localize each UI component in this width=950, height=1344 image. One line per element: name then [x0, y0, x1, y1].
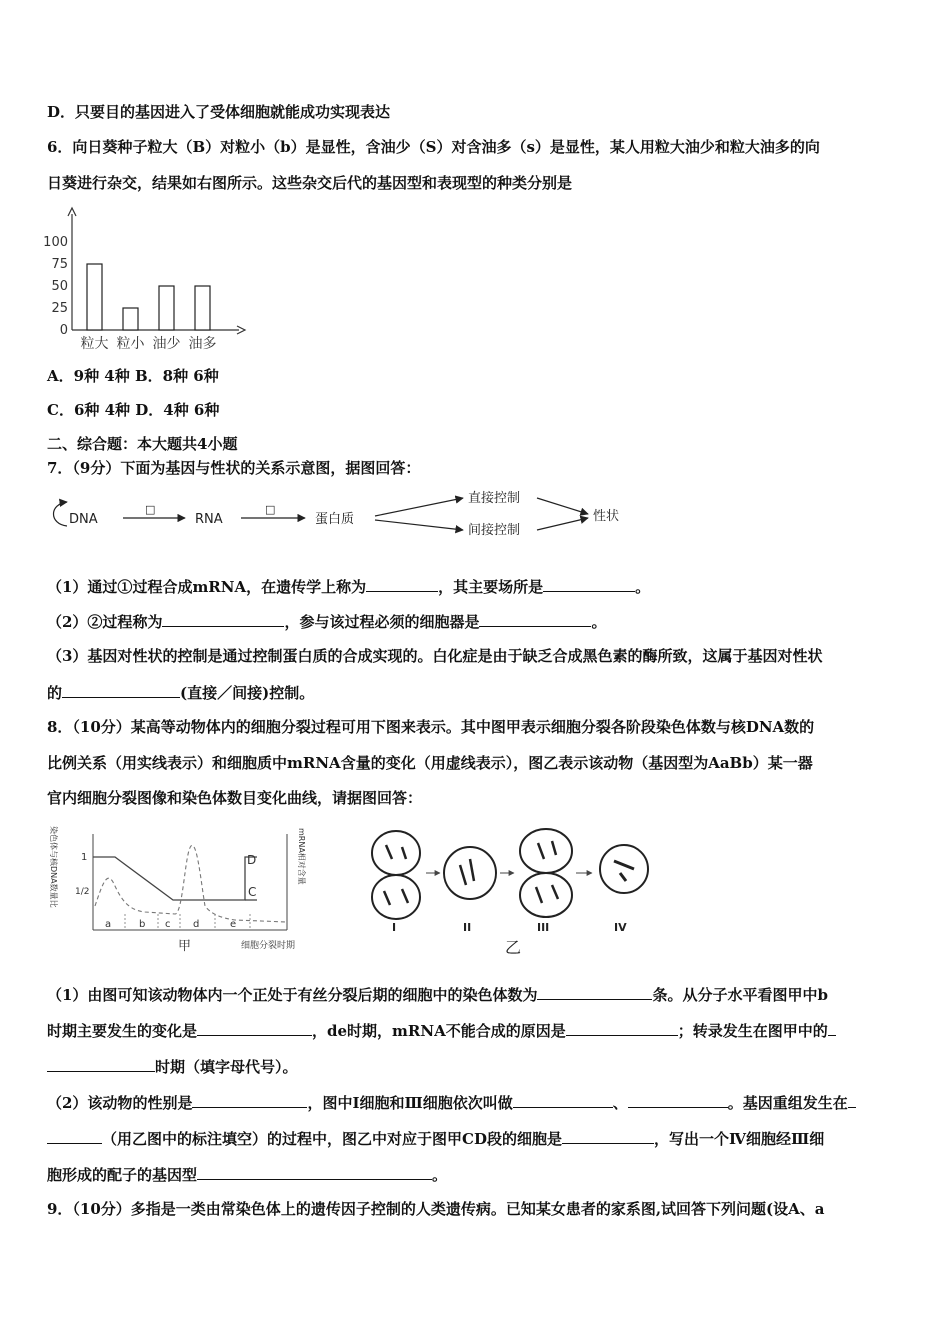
x-tick-label-4: 油多	[188, 336, 217, 352]
q8-answer-blank-9[interactable]	[562, 1128, 654, 1144]
replication-loop-arrow	[54, 502, 68, 526]
jia-label-c: C	[248, 885, 257, 899]
jia-y-half: 1/2	[75, 887, 90, 897]
x-tick-label-1: 粒大	[80, 336, 109, 352]
jia-ylabel: 染色体与核DNA数量比	[49, 826, 58, 908]
jia-phase-a: a	[105, 919, 112, 930]
q7-sub3-line1: （3）基因对性状的控制是通过控制蛋白质的合成实现的。白化症是由于缺乏合成黑色素的酶所致，这属于基因对性状	[47, 647, 823, 665]
cell-I-label: I	[392, 921, 397, 934]
cell-IV-label: IV	[614, 921, 627, 934]
q8-answer-blank-10[interactable]	[197, 1164, 432, 1180]
q6-bar-chart	[40, 200, 260, 358]
direct-control-label: 直接控制	[468, 491, 521, 506]
q8-answer-blank-8[interactable]	[47, 1128, 102, 1144]
cell-I	[372, 831, 420, 919]
y-tick-label-100: 100	[43, 235, 68, 250]
q6-stem-line2: 日葵进行杂交，结果如右图所示。这些杂交后代的基因型和表现型的种类分别是	[47, 174, 573, 192]
bar-3	[159, 286, 174, 330]
q8-sub2-line2: （用乙图中的标注填空）的过程中，图乙中对应于图甲CD段的细胞是 ，写出一个Ⅳ细胞经Ⅲ细	[47, 1128, 824, 1149]
jia-xlabel: 细胞分裂时期	[241, 941, 296, 951]
jia-phase-e: e	[230, 919, 237, 930]
jia-dashed-mrna	[95, 845, 287, 922]
q7-answer-blank-1[interactable]	[366, 576, 438, 592]
x-tick-label-3: 油少	[152, 336, 181, 352]
q8-stem-line3: 官内细胞分裂图像和染色体数目变化曲线，请据图回答：	[47, 789, 423, 807]
q7-sub3-line2: 的 (直接／间接)控制。	[47, 684, 315, 702]
jia-rlabel: mRNA相对含量	[297, 828, 306, 885]
cell-II	[444, 847, 496, 899]
process-2-mark: □	[265, 503, 276, 516]
q6-options-cd: C．6种 4种 D．4种 6种	[47, 401, 220, 419]
q5-option-d: D．只要目的基因进入了受体细胞就能成功实现表达	[47, 103, 391, 121]
jia-y-1: 1	[81, 852, 88, 863]
indirect-control-label: 间接控制	[468, 523, 521, 538]
q7-answer-blank-2[interactable]	[543, 576, 635, 592]
q8-answer-blank-2[interactable]	[197, 1020, 312, 1036]
q8-sub1-line2: 时期主要发生的变化是 ，de时期，mRNA不能合成的原因是 ；转录发生在图甲中的	[47, 1020, 836, 1041]
jia-phase-d: d	[193, 919, 200, 930]
cell-III	[520, 829, 572, 917]
q8-sub2-line3: 胞形成的配子的基因型 。	[47, 1166, 448, 1184]
q7-answer-blank-5[interactable]	[62, 682, 180, 698]
q8-sub1-line3: 时期（填字母代号）。	[47, 1056, 298, 1077]
q7-answer-blank-4[interactable]	[479, 611, 591, 627]
y-tick-label-75: 75	[51, 257, 68, 272]
process-1-mark: □	[145, 503, 156, 516]
q8-answer-blank-7[interactable]	[628, 1092, 728, 1108]
q6-options-ab: A．9种 4种 B．8种 6种	[47, 367, 219, 385]
section2-heading: 二、综合题：本大题共4小题	[47, 435, 238, 453]
q7-sub2: （2）②过程称为 ，参与该过程必须的细胞器是 。	[47, 613, 607, 631]
y-tick-label-0: 0	[59, 323, 68, 338]
q8-answer-blank-3[interactable]	[566, 1020, 678, 1036]
cell-III-label: III	[537, 921, 550, 934]
protein-label: 蛋白质	[315, 512, 355, 527]
bar-1	[87, 264, 102, 330]
q8-sub2-line1: （2）该动物的性别是 ，图中Ⅰ细胞和Ⅲ细胞依次叫做 、 。基因重组发生在	[47, 1092, 856, 1113]
q9-stem-line1: 9．（10分）多指是一类由常染色体上的遗传因子控制的人类遗传病。已知某女患者的家系图,试回答下列问题(设A、a	[47, 1200, 825, 1218]
q6-stem-line1: 6．向日葵种子粒大（B）对粒小（b）是显性，含油少（S）对含油多（s）是显性，某人用粒大油少和粒大油多的向	[47, 138, 820, 156]
q7-stem: 7．（9分）下面为基因与性状的关系示意图，据图回答：	[47, 459, 421, 477]
jia-label-d: D	[247, 853, 257, 867]
bar-4	[195, 286, 210, 330]
y-tick-label-50: 50	[51, 279, 68, 294]
jia-solid-line	[93, 857, 257, 900]
jia-phase-b: b	[139, 919, 146, 930]
q8-answer-blank-6[interactable]	[513, 1092, 613, 1108]
cell-II-label: II	[463, 921, 472, 934]
q8-sub1-line1: （1）由图可知该动物体内一个正处于有丝分裂后期的细胞中的染色体数为 条。从分子水平看图甲中b	[47, 986, 828, 1004]
q8-stem-line2: 比例关系（用实线表示）和细胞质中mRNA含量的变化（用虚线表示），图乙表示该动物（基因型为AaBb）某一器	[47, 754, 813, 772]
yi-fig-name: 乙	[505, 938, 522, 957]
figure-yi	[362, 825, 662, 960]
y-tick-label-25: 25	[51, 301, 68, 316]
jia-phase-c: c	[165, 919, 171, 930]
q8-answer-blank-5[interactable]	[192, 1092, 307, 1108]
dna-label: DNA	[69, 512, 98, 527]
q8-answer-blank-1[interactable]	[537, 984, 652, 1000]
bar-2	[123, 308, 138, 330]
jia-fig-name: 甲	[178, 939, 192, 954]
q8-stem-line1: 8．（10分）某高等动物体内的细胞分裂过程可用下图来表示。其中图甲表示细胞分裂各阶段染色体数与核DNA数的	[47, 718, 815, 736]
trait-label: 性状	[593, 509, 620, 524]
rna-label: RNA	[195, 512, 223, 527]
cell-IV	[600, 845, 648, 893]
q7-answer-blank-3[interactable]	[162, 611, 284, 627]
x-tick-label-2: 粒小	[116, 336, 145, 352]
q7-gene-trait-diagram	[45, 488, 645, 548]
q7-sub1: （1）通过①过程合成mRNA，在遗传学上称为 ，其主要场所是 。	[47, 578, 651, 596]
figure-jia	[45, 822, 315, 960]
q8-answer-blank-4[interactable]	[47, 1056, 155, 1072]
